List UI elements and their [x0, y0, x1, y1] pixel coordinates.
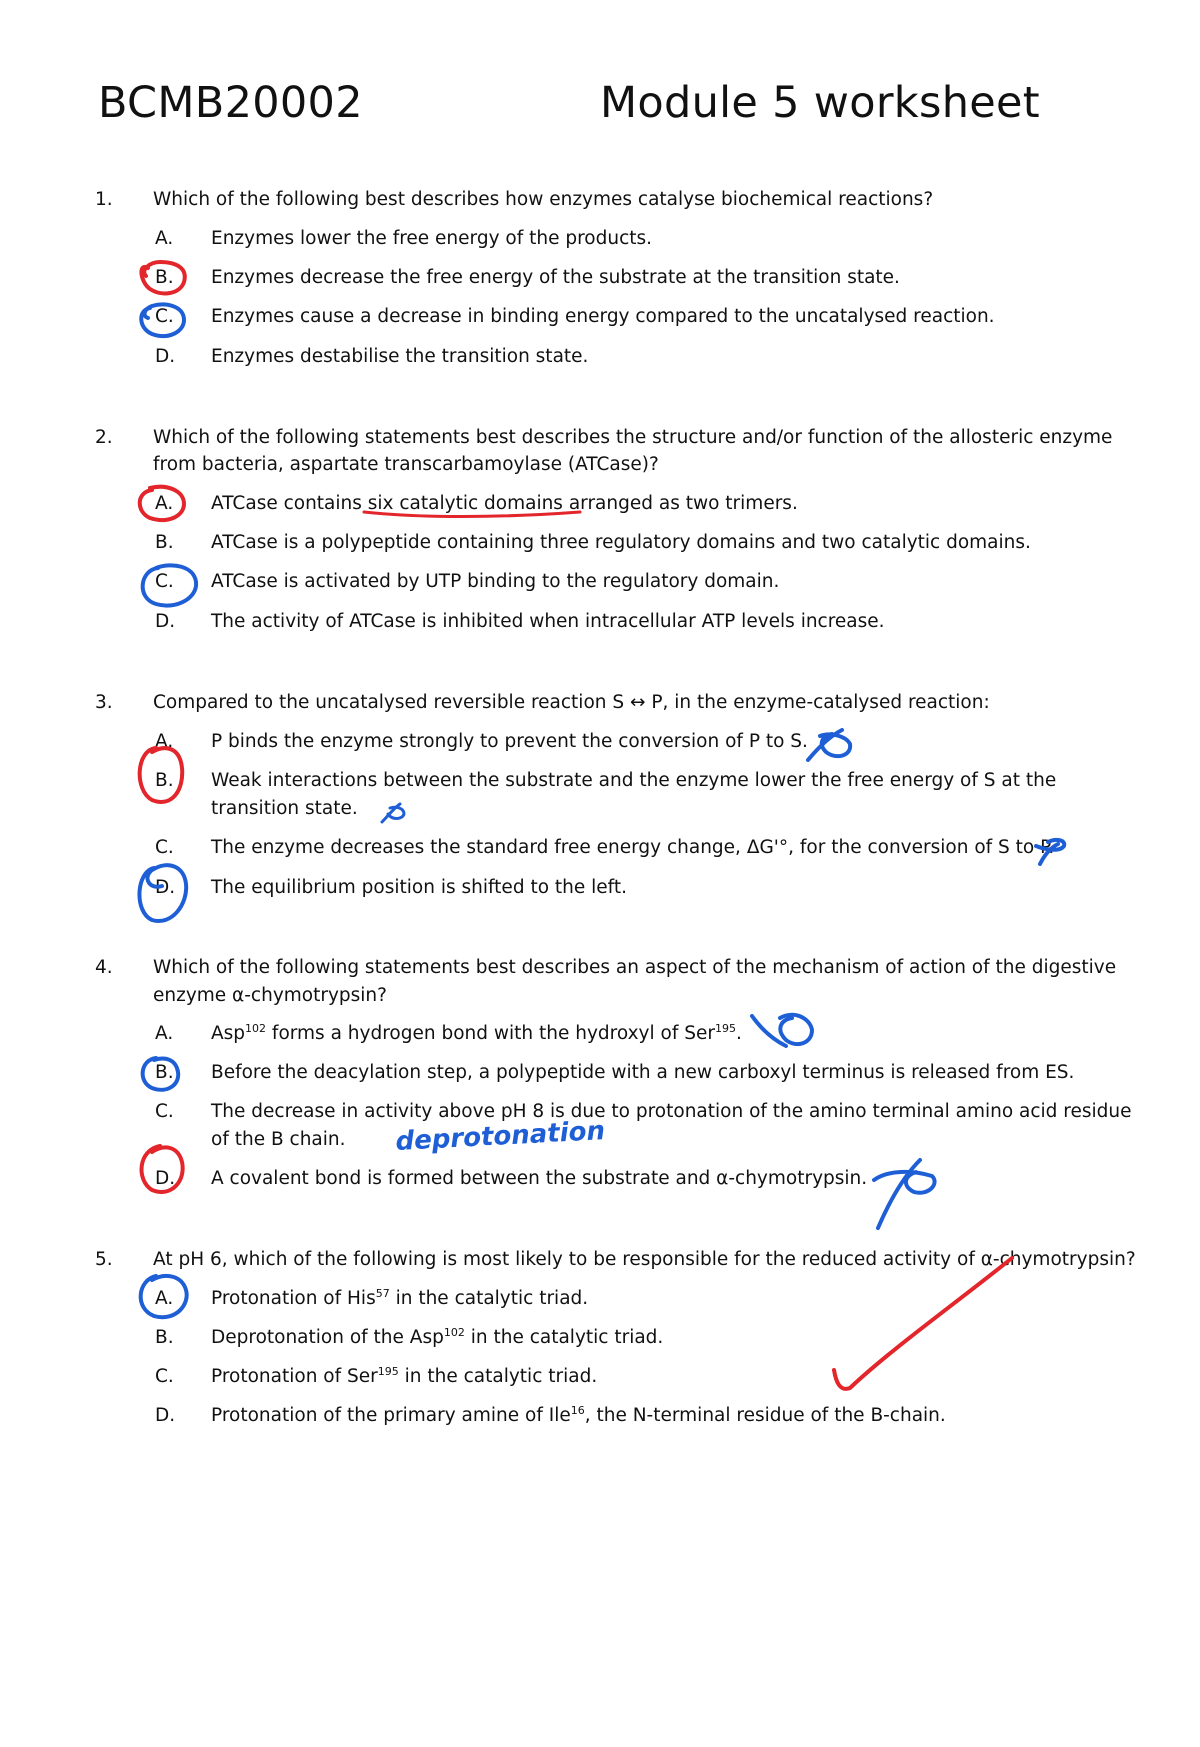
blue-cross-mark	[874, 1160, 935, 1228]
question-stem: from bacteria, aspartate transcarbamoylase (ATCase)?	[153, 454, 659, 475]
option-letter: D.	[155, 346, 176, 367]
option-letter: C.	[155, 1366, 174, 1387]
question-stem: Which of the following statements best describes an aspect of the mechanism of action of the digestive	[153, 957, 1117, 978]
question-number: 4.	[95, 957, 113, 978]
question-stem: Which of the following best describes how enzymes catalyse biochemical reactions?	[153, 189, 934, 210]
option-letter: D.	[155, 1168, 176, 1189]
worksheet-title: Module 5 worksheet	[600, 78, 1040, 128]
option-letter: B.	[155, 532, 174, 553]
option-letter: B.	[155, 267, 174, 288]
option-letter: A.	[155, 1288, 174, 1309]
option-letter: A.	[155, 731, 174, 752]
question-number: 1.	[95, 189, 113, 210]
option-letter: A.	[155, 228, 174, 249]
question-stem: At pH 6, which of the following is most likely to be responsible for the reduced activity of α-chymotrypsin?	[153, 1249, 1136, 1270]
option-text: The activity of ATCase is inhibited when intracellular ATP levels increase.	[211, 611, 885, 632]
red-check-mark	[834, 1258, 1012, 1389]
option-letter: C.	[155, 571, 174, 592]
option-text: Enzymes lower the free energy of the products.	[211, 228, 653, 249]
option-text-continued: transition state.	[211, 798, 358, 819]
option-text: The decrease in activity above pH 8 is due to protonation of the amino terminal amino acid residue	[211, 1101, 1132, 1122]
option-text: Weak interactions between the substrate and the enzyme lower the free energy of S at the	[211, 770, 1057, 791]
option-text: Enzymes destabilise the transition state.	[211, 346, 589, 367]
option-text: Deprotonation of the Asp$^{102}$ in the catalytic triad.	[211, 1325, 664, 1348]
question-number: 5.	[95, 1249, 113, 1270]
course-code: BCMB20002	[98, 78, 363, 128]
option-text: The equilibrium position is shifted to the left.	[211, 877, 627, 898]
option-letter: B.	[155, 1327, 174, 1348]
question-stem: Compared to the uncatalysed reversible reaction S ↔ P, in the enzyme-catalysed reaction:	[153, 692, 990, 713]
question-stem: Which of the following statements best describes the structure and/or function of the allosteric enzyme	[153, 427, 1113, 448]
option-text: Protonation of Ser$^{195}$ in the catalytic triad.	[211, 1364, 598, 1387]
blue-cross-mark	[808, 730, 850, 760]
question-number: 3.	[95, 692, 113, 713]
option-letter: D.	[155, 877, 176, 898]
option-text: ATCase is a polypeptide containing three regulatory domains and two catalytic domains.	[211, 532, 1031, 553]
option-text: P binds the enzyme strongly to prevent the conversion of P to S.	[211, 731, 808, 752]
option-letter: C.	[155, 306, 174, 327]
option-letter: D.	[155, 1405, 176, 1426]
option-text: ATCase is activated by UTP binding to the regulatory domain.	[211, 571, 780, 592]
option-text: A covalent bond is formed between the substrate and α-chymotrypsin.	[211, 1168, 868, 1189]
option-text: Protonation of the primary amine of Ile$^{16}$, the N-terminal residue of the B-chain.	[211, 1403, 946, 1426]
blue-cross-mark	[752, 1015, 812, 1046]
option-letter: C.	[155, 1101, 174, 1122]
question-stem: enzyme α-chymotrypsin?	[153, 985, 387, 1006]
option-text-continued: of the B chain.	[211, 1129, 346, 1150]
option-text: The enzyme decreases the standard free energy change, ΔG'°, for the conversion of S to P.	[211, 837, 1055, 858]
option-letter: D.	[155, 611, 176, 632]
blue-cross-mark	[382, 804, 404, 822]
option-letter: B.	[155, 1062, 174, 1083]
option-text: Before the deacylation step, a polypeptide with a new carboxyl terminus is released from ES.	[211, 1062, 1075, 1083]
question-number: 2.	[95, 427, 113, 448]
option-text: Enzymes decrease the free energy of the substrate at the transition state.	[211, 267, 900, 288]
option-text: Asp$^{102}$ forms a hydrogen bond with the hydroxyl of Ser$^{195}$.	[211, 1021, 742, 1044]
option-letter: B.	[155, 770, 174, 791]
option-text: Enzymes cause a decrease in binding energy compared to the uncatalysed reaction.	[211, 306, 995, 327]
option-letter: A.	[155, 1023, 174, 1044]
option-text: Protonation of His$^{57}$ in the catalytic triad.	[211, 1286, 589, 1309]
option-text: ATCase contains six catalytic domains arranged as two trimers.	[211, 493, 798, 514]
option-letter: C.	[155, 837, 174, 858]
option-letter: A.	[155, 493, 174, 514]
handwritten-note: deprotonation	[394, 1116, 606, 1157]
